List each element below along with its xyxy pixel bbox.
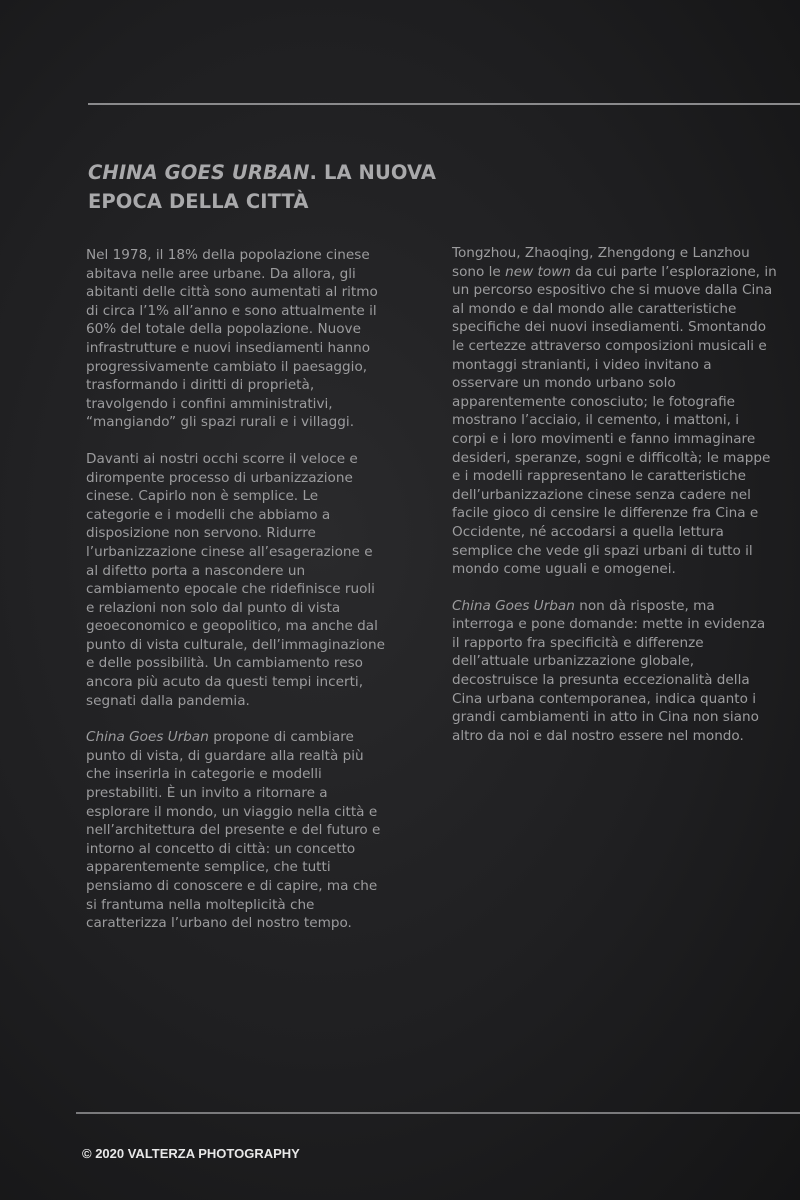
left-p3-rest: propone di cambiare punto di vista, di guardare alla realtà più che inserirla in categorie e modelli prestabiliti. È un invito a ritornare a esplorare il mondo, un viaggio nella città e nell’architettura del presente e del futuro e intorno al concetto di città: un concetto apparentemente semplice, che tutti pensiamo di conoscere e di capire, ma che si frantuma nella molteplicità che caratterizza l’urbano del nostro tempo.: [86, 729, 381, 932]
right-paragraph-2: [452, 597, 777, 746]
title-rest: . LA NUOVA EPOCA DELLA CITTÀ: [88, 161, 437, 213]
left-paragraph-2: Davanti ai nostri occhi scorre il veloce e dirompente processo di urbanizzazione cinese. Capirlo non è semplice. Le categorie e i modelli che abbiamo a disposizione non servono. Ridurre l’urbanizzazione cinese all’esagerazione e al difetto porta a nascondere un cambiamento epocale che ridefinisce ruoli e relazioni non solo dal punto di vista geoeconomico e geopolitico, ma anche dal punto di vista culturale, dell’immaginazione e delle possibilità. Un cambiamento reso ancora più acuto da questi tempi incerti, segnati dalla pandemia.: [86, 450, 385, 709]
panel-title: [88, 158, 448, 216]
right-paragraph-1: [452, 244, 777, 579]
right-p2-italic: China Goes Urban: [452, 597, 575, 614]
left-paragraph-3: [86, 728, 386, 933]
left-column: [86, 246, 386, 951]
right-p1-b: da cui parte l’esplorazione, in un percorso espositivo che si muove dalla Cina al mondo e dal mondo alle caratteristiche specifiche dei nuovi insediamenti. Smontando le certezze attraverso composizioni musicali e montaggi stranianti, i video invitano a osservare un mondo urbano solo apparentemente conosciuto; le fotografie mostrano l’acciaio, il cemento, i mattoni, i corpi e i loro movimenti e fanno immaginare desideri, speranze, sogni e difficoltà; le mappe e i modelli rappresentano le caratteristiche dell’urbanizzazione cinese senza cadere nel facile gioco di censire le differenze fra Cina e Occidente, né accodarsi a quella lettura semplice che vede gli spazi urbani di tutto il mondo come uguali e omogenei.: [452, 263, 777, 578]
left-p3-italic: China Goes Urban: [86, 729, 209, 746]
right-p1-italic: new town: [505, 263, 571, 280]
right-column: [452, 244, 777, 763]
right-p1-a: Tongzhou, Zhaoqing, Zhengdong e Lanzhou sono le: [452, 245, 750, 280]
top-divider: [88, 103, 800, 105]
copyright-watermark: © 2020 VALTERZA PHOTOGRAPHY: [82, 1146, 300, 1161]
right-p2-rest: non dà risposte, ma interroga e pone domande: mette in evidenza il rapporto fra specificità e differenze dell’attuale urbanizzazione globale, decostruisce la presunta eccezionalità della Cina urbana contemporanea, indica quanto i grandi cambiamenti in atto in Cina non siano altro da noi e dal nostro essere nel mondo.: [452, 597, 766, 744]
title-italic: CHINA GOES URBAN: [88, 161, 310, 184]
left-paragraph-1: Nel 1978, il 18% della popolazione cinese abitava nelle aree urbane. Da allora, gli abitanti delle città sono aumentati al ritmo di circa l’1% all’anno e sono attualmente il 60% del totale della popolazione. Nuove infrastrutture e nuovi insediamenti hanno progressivamente cambiato il paesaggio, trasformando i diritti di proprietà, travolgendo i confini amministrativi, “mangiando” gli spazi rurali e i villaggi.: [86, 247, 378, 431]
bottom-divider: [76, 1112, 800, 1114]
